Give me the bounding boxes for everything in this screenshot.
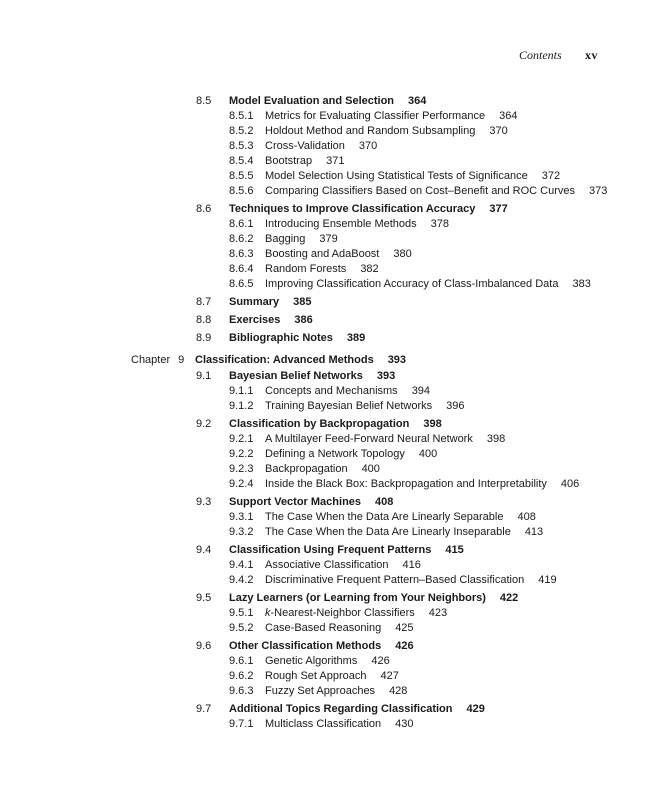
toc-number: 9.1.1 bbox=[229, 385, 254, 397]
toc-title: Lazy Learners (or Learning from Your Neighbors) 422 bbox=[229, 592, 519, 604]
toc-subsection-8-5-4 bbox=[0, 154, 648, 169]
toc-number: 9.5 bbox=[196, 592, 212, 604]
toc-number: 8.6 bbox=[196, 203, 212, 215]
toc-number: 9.5.1 bbox=[229, 607, 254, 619]
toc-title: Model Selection Using Statistical Tests of Significance 372 bbox=[265, 170, 561, 182]
toc-subsection-8-5-6 bbox=[0, 184, 648, 199]
toc-number: 9.3.2 bbox=[229, 526, 254, 538]
toc-page-number: 400 bbox=[361, 463, 380, 475]
toc-subsection-8-6-4 bbox=[0, 262, 648, 277]
toc-page-number: 389 bbox=[346, 332, 366, 344]
toc-number: 8.6.5 bbox=[229, 278, 254, 290]
toc-page-number: 378 bbox=[430, 218, 450, 230]
toc-subsection-9-2-1 bbox=[0, 432, 648, 447]
toc-title: Backpropagation 400 bbox=[265, 463, 380, 475]
table-of-contents bbox=[0, 94, 648, 732]
toc-page-number: 373 bbox=[588, 185, 608, 197]
toc-page-number: 393 bbox=[387, 354, 407, 366]
toc-page-number: 370 bbox=[489, 125, 508, 137]
toc-number: 8.5.6 bbox=[229, 185, 254, 197]
toc-number: 8.6.1 bbox=[229, 218, 254, 230]
toc-subsection-9-6-3 bbox=[0, 684, 648, 699]
toc-title: Bagging 379 bbox=[265, 233, 338, 245]
toc-subsection-8-5-1 bbox=[0, 109, 648, 124]
toc-section-9-1 bbox=[0, 369, 648, 384]
toc-title: Support Vector Machines 408 bbox=[229, 496, 394, 508]
toc-page-number: 415 bbox=[445, 544, 464, 556]
toc-page-number: 422 bbox=[499, 592, 519, 604]
toc-page-number: 408 bbox=[375, 496, 394, 508]
toc-number: 8.7 bbox=[196, 296, 212, 308]
toc-section-8-7 bbox=[0, 295, 648, 310]
toc-section-9-6 bbox=[0, 639, 648, 654]
toc-subsection-9-4-2 bbox=[0, 573, 648, 588]
toc-subsection-9-3-2 bbox=[0, 525, 648, 540]
toc-number: 8.5.2 bbox=[229, 125, 254, 137]
running-head bbox=[519, 48, 598, 63]
toc-subsection-9-2-3 bbox=[0, 462, 648, 477]
toc-page-number: 430 bbox=[395, 718, 414, 730]
toc-number: 9.2.2 bbox=[229, 448, 254, 460]
toc-title: Training Bayesian Belief Networks 396 bbox=[265, 400, 465, 412]
toc-number: 8.5.3 bbox=[229, 140, 254, 152]
toc-chapter-label: Chapter 9 bbox=[131, 354, 185, 366]
toc-title: Comparing Classifiers Based on Cost–Benefit and ROC Curves 373 bbox=[265, 185, 608, 197]
toc-page-number: 408 bbox=[517, 511, 536, 523]
toc-number: 9.7.1 bbox=[229, 718, 254, 730]
running-head-title: Contents bbox=[518, 48, 562, 62]
toc-number: 9.3.1 bbox=[229, 511, 254, 523]
toc-subsection-9-1-2 bbox=[0, 399, 648, 414]
toc-section-8-8 bbox=[0, 313, 648, 328]
toc-number: 9.5.2 bbox=[229, 622, 254, 634]
toc-number: 9.4.2 bbox=[229, 574, 254, 586]
toc-page-number: 382 bbox=[360, 263, 379, 275]
toc-title: A Multilayer Feed-Forward Neural Network 398 bbox=[265, 433, 506, 445]
toc-page-number: 364 bbox=[408, 95, 427, 107]
toc-number: 8.8 bbox=[196, 314, 212, 326]
toc-page-number: 398 bbox=[486, 433, 506, 445]
toc-number: 8.5.4 bbox=[229, 155, 254, 167]
toc-page-number: 380 bbox=[393, 248, 412, 260]
toc-page-number: 371 bbox=[326, 155, 345, 167]
toc-page-number: 416 bbox=[402, 559, 421, 571]
toc-subsection-9-4-1 bbox=[0, 558, 648, 573]
toc-title: Introducing Ensemble Methods 378 bbox=[265, 218, 450, 230]
toc-page-number: 370 bbox=[358, 140, 378, 152]
toc-title: Discriminative Frequent Pattern–Based Classification 419 bbox=[265, 574, 557, 586]
toc-section-8-6 bbox=[0, 202, 648, 217]
toc-title: Case-Based Reasoning 425 bbox=[265, 622, 414, 634]
toc-subsection-9-1-1 bbox=[0, 384, 648, 399]
toc-chapter-9 bbox=[0, 353, 648, 368]
toc-subsection-8-5-5 bbox=[0, 169, 648, 184]
toc-title: Techniques to Improve Classification Accuracy 377 bbox=[229, 203, 508, 215]
toc-number: 9.3 bbox=[196, 496, 212, 508]
toc-page-number: 396 bbox=[446, 400, 465, 412]
toc-page-number: 394 bbox=[411, 385, 431, 397]
toc-page-number: 429 bbox=[466, 703, 485, 715]
toc-title: Bibliographic Notes 389 bbox=[229, 332, 366, 344]
toc-title: Multiclass Classification 430 bbox=[265, 718, 414, 730]
toc-number: 9.1.2 bbox=[229, 400, 254, 412]
toc-number: 8.6.4 bbox=[229, 263, 254, 275]
toc-title: Model Evaluation and Selection 364 bbox=[229, 95, 427, 107]
toc-title: Defining a Network Topology 400 bbox=[265, 448, 438, 460]
toc-title: Classification: Advanced Methods 393 bbox=[195, 354, 407, 366]
toc-title: Bayesian Belief Networks 393 bbox=[229, 370, 396, 382]
toc-page-number: 426 bbox=[371, 655, 390, 667]
toc-subsection-9-2-4 bbox=[0, 477, 648, 492]
toc-subsection-8-6-3 bbox=[0, 247, 648, 262]
toc-page-number: 379 bbox=[319, 233, 338, 245]
toc-number: 8.6.3 bbox=[229, 248, 254, 260]
toc-title: Inside the Black Box: Backpropagation and Interpretability 406 bbox=[265, 478, 580, 490]
toc-number: 8.6.2 bbox=[229, 233, 254, 245]
toc-title: Improving Classification Accuracy of Class-Imbalanced Data 383 bbox=[265, 278, 591, 290]
toc-subsection-8-6-2 bbox=[0, 232, 648, 247]
toc-page-number: 406 bbox=[560, 478, 580, 490]
toc-title: The Case When the Data Are Linearly Separable 408 bbox=[265, 511, 536, 523]
toc-section-8-9 bbox=[0, 331, 648, 346]
toc-number: 9.6 bbox=[196, 640, 212, 652]
toc-number: 9.7 bbox=[196, 703, 212, 715]
toc-page-number: 393 bbox=[376, 370, 396, 382]
toc-page-number: 413 bbox=[524, 526, 544, 538]
toc-subsection-9-6-2 bbox=[0, 669, 648, 684]
toc-number: 8.5.5 bbox=[229, 170, 254, 182]
toc-section-8-5 bbox=[0, 94, 648, 109]
toc-title: The Case When the Data Are Linearly Inseparable 413 bbox=[265, 526, 544, 538]
toc-title: Random Forests 382 bbox=[265, 263, 379, 275]
toc-number: 9.6.3 bbox=[229, 685, 254, 697]
toc-title: Genetic Algorithms 426 bbox=[265, 655, 390, 667]
toc-title: Metrics for Evaluating Classifier Performance 364 bbox=[265, 110, 518, 122]
toc-page-number: 398 bbox=[423, 418, 442, 430]
toc-page-number: 377 bbox=[489, 203, 508, 215]
toc-page-number: 364 bbox=[499, 110, 518, 122]
toc-number: 9.4 bbox=[196, 544, 212, 556]
toc-number: 9.6.2 bbox=[229, 670, 254, 682]
toc-subsection-9-3-1 bbox=[0, 510, 648, 525]
toc-page-number: 383 bbox=[572, 278, 591, 290]
toc-number: 9.4.1 bbox=[229, 559, 254, 571]
toc-number: 8.5 bbox=[196, 95, 212, 107]
toc-page-number: 428 bbox=[389, 685, 408, 697]
toc-title: Classification Using Frequent Patterns 415 bbox=[229, 544, 464, 556]
toc-number: 9.2.1 bbox=[229, 433, 254, 445]
toc-title: Cross-Validation 370 bbox=[265, 140, 378, 152]
toc-page-number: 400 bbox=[418, 448, 438, 460]
toc-page-number: 425 bbox=[395, 622, 414, 634]
toc-subsection-8-5-2 bbox=[0, 124, 648, 139]
toc-section-9-4 bbox=[0, 543, 648, 558]
toc-section-9-2 bbox=[0, 417, 648, 432]
toc-subsection-9-6-1 bbox=[0, 654, 648, 669]
toc-title: Exercises 386 bbox=[229, 314, 313, 326]
toc-title: Additional Topics Regarding Classification 429 bbox=[229, 703, 485, 715]
toc-page-number: 427 bbox=[380, 670, 399, 682]
toc-subsection-9-5-1 bbox=[0, 606, 648, 621]
toc-title: Fuzzy Set Approaches 428 bbox=[265, 685, 408, 697]
toc-page-number: 423 bbox=[428, 607, 448, 619]
toc-number: 9.1 bbox=[196, 370, 212, 382]
toc-number: 9.2.4 bbox=[229, 478, 254, 490]
toc-page-number: 426 bbox=[395, 640, 414, 652]
toc-title: Boosting and AdaBoost 380 bbox=[265, 248, 412, 260]
toc-page-number: 372 bbox=[541, 170, 561, 182]
toc-section-9-7 bbox=[0, 702, 648, 717]
toc-title: k-Nearest-Neighbor Classifiers 423 bbox=[265, 607, 448, 619]
toc-title: Other Classification Methods 426 bbox=[229, 640, 414, 652]
toc-page-number: 385 bbox=[293, 296, 312, 308]
toc-title: Classification by Backpropagation 398 bbox=[229, 418, 442, 430]
toc-subsection-9-2-2 bbox=[0, 447, 648, 462]
toc-page-number: 386 bbox=[294, 314, 313, 326]
toc-subsection-8-6-1 bbox=[0, 217, 648, 232]
toc-number: 9.2.3 bbox=[229, 463, 254, 475]
toc-title: Associative Classification 416 bbox=[265, 559, 421, 571]
toc-section-9-3 bbox=[0, 495, 648, 510]
toc-subsection-9-7-1 bbox=[0, 717, 648, 732]
toc-title: Holdout Method and Random Subsampling 370 bbox=[265, 125, 508, 137]
toc-title: Concepts and Mechanisms 394 bbox=[265, 385, 431, 397]
toc-title: Summary 385 bbox=[229, 296, 312, 308]
toc-number: 9.2 bbox=[196, 418, 212, 430]
toc-title: Rough Set Approach 427 bbox=[265, 670, 399, 682]
toc-section-9-5 bbox=[0, 591, 648, 606]
toc-number: 8.9 bbox=[196, 332, 212, 344]
toc-number: 9.6.1 bbox=[229, 655, 254, 667]
toc-number: 8.5.1 bbox=[229, 110, 254, 122]
running-head-page-number: xv bbox=[585, 48, 598, 62]
toc-subsection-9-5-2 bbox=[0, 621, 648, 636]
toc-page-number: 419 bbox=[538, 574, 557, 586]
toc-title: Bootstrap 371 bbox=[265, 155, 345, 167]
toc-subsection-8-5-3 bbox=[0, 139, 648, 154]
toc-subsection-8-6-5 bbox=[0, 277, 648, 292]
